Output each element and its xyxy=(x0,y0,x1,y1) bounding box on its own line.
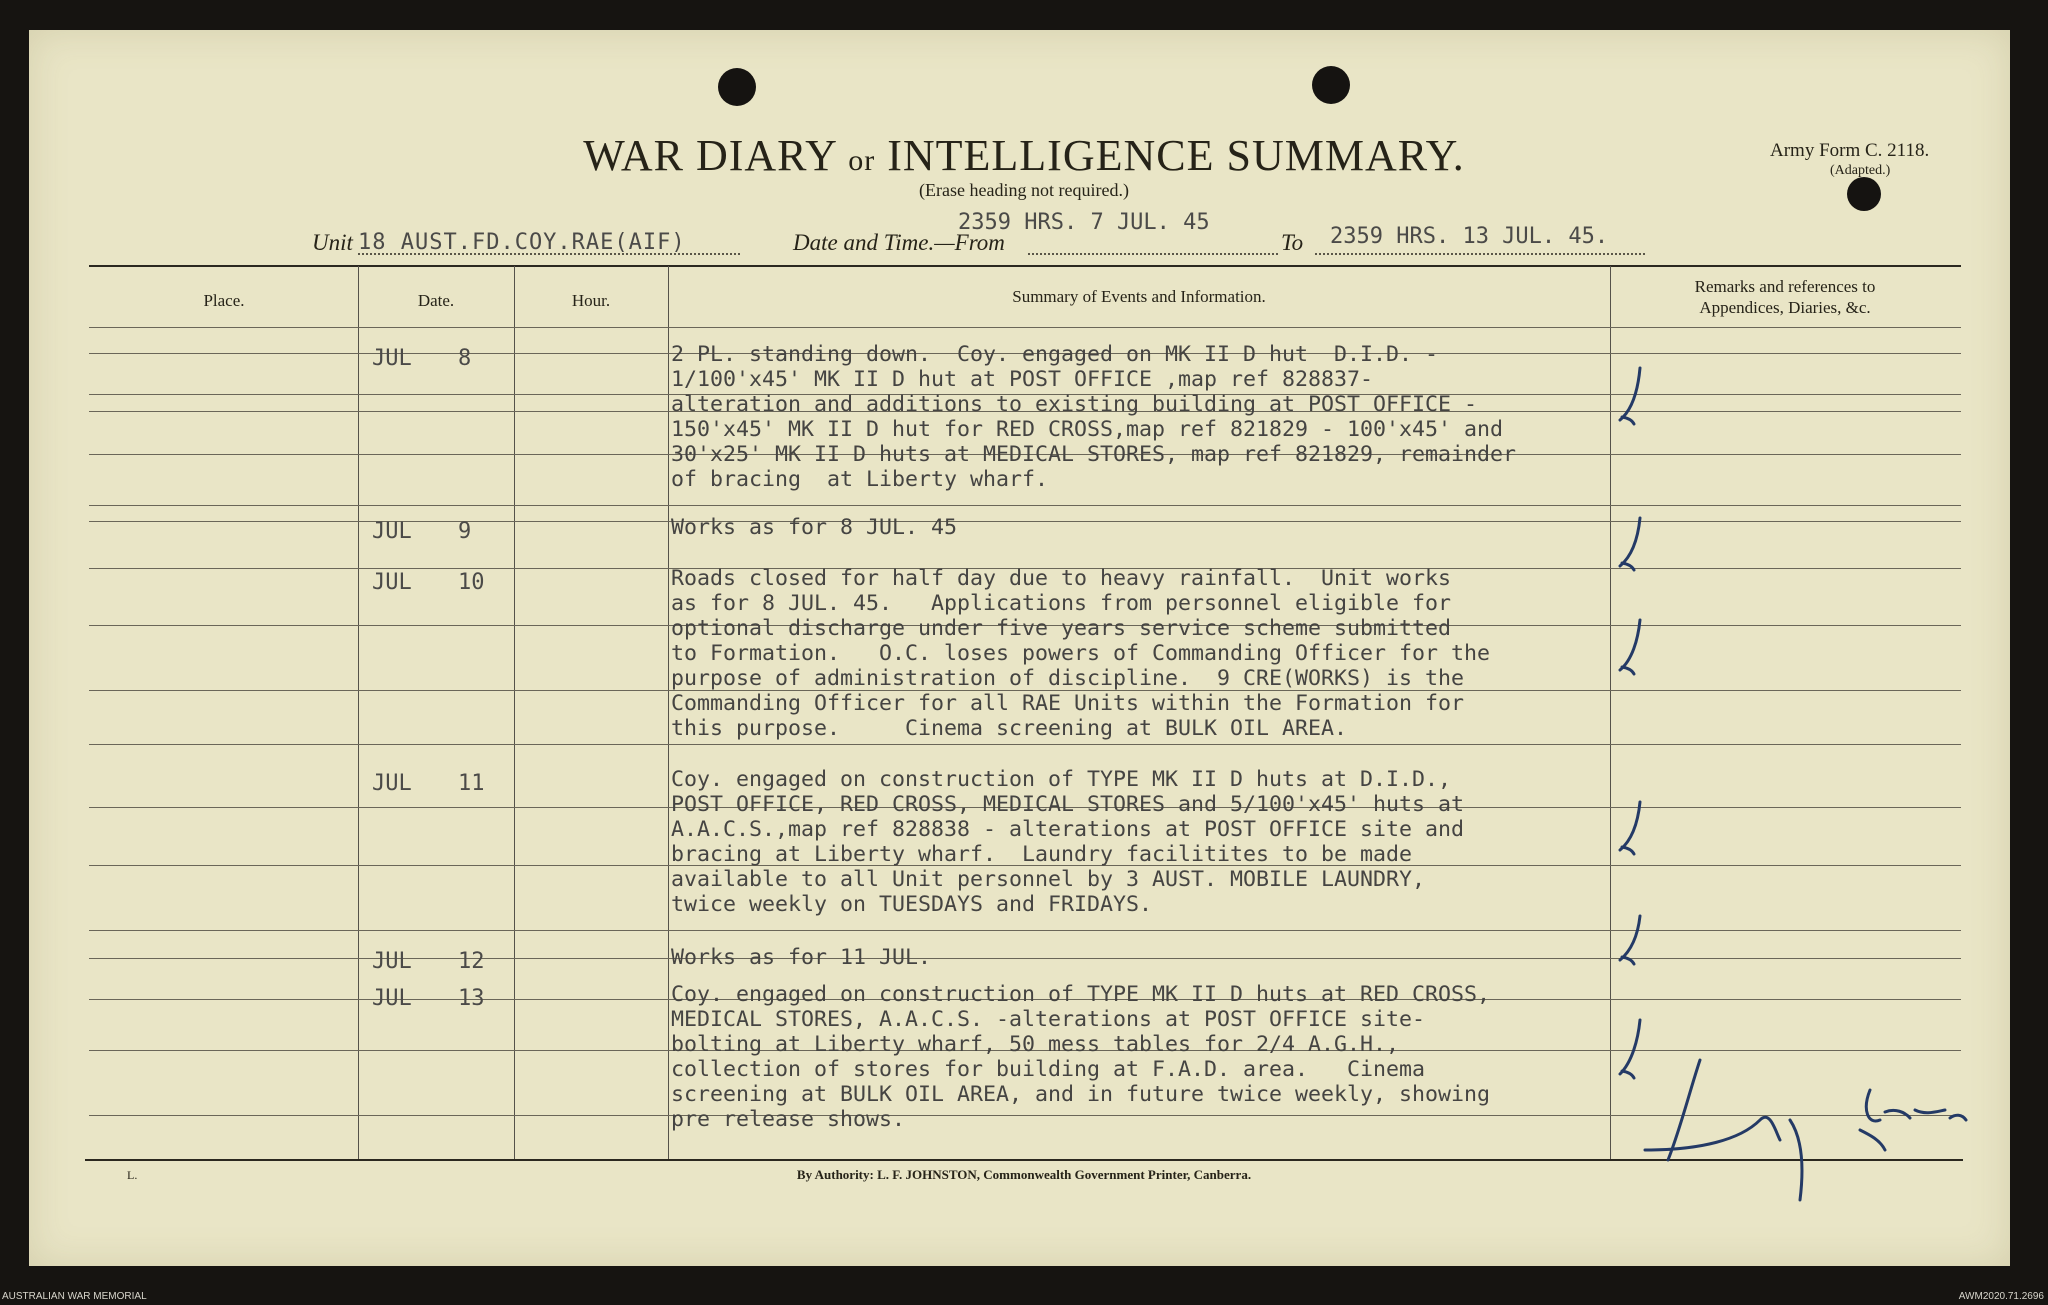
entry-line: purpose of administration of discipline. 9 CRE(WORKS) is the xyxy=(671,666,1465,691)
entry-month: JUL xyxy=(372,986,412,1011)
entry-line: A.A.C.S.,map ref 828838 - alterations at POST OFFICE site and xyxy=(671,817,1465,842)
date-time-label: Date and Time.—From xyxy=(793,230,1005,255)
header-hour: Hour. xyxy=(571,291,611,310)
entry-line: Coy. engaged on construction of TYPE MK II D huts at RED CROSS, xyxy=(671,982,1491,1007)
entry-line: collection of stores for building at F.A.D. area. Cinema xyxy=(671,1057,1426,1082)
entry-month: JUL xyxy=(372,949,412,974)
entry-line: 1/100'x45' MK II D hut at POST OFFICE ,map ref 828837- xyxy=(671,367,1374,392)
header-date: Date. xyxy=(417,291,455,310)
entry-line: as for 8 JUL. 45. Applications from personnel eligible for xyxy=(671,591,1452,616)
form-title: WAR DIARY or INTELLIGENCE SUMMARY. xyxy=(583,131,1465,180)
entry-line: Coy. engaged on construction of TYPE MK II D huts at D.I.D., xyxy=(671,767,1452,792)
entry-month: JUL xyxy=(372,346,412,371)
from-value: 2359 HRS. 7 JUL. 45 xyxy=(958,210,1210,235)
footer-mark: L. xyxy=(127,1168,138,1182)
entry-line: alteration and additions to existing building at POST OFFICE - xyxy=(671,392,1478,417)
entry-month: JUL xyxy=(372,519,412,544)
unit-label: Unit xyxy=(312,230,353,255)
entry-line: bracing at Liberty wharf. Laundry facilitites to be made xyxy=(671,842,1413,867)
entry-line: twice weekly on TUESDAYS and FRIDAYS. xyxy=(671,892,1153,917)
header-summary: Summary of Events and Information. xyxy=(1012,287,1266,306)
entry-day: 9 xyxy=(458,519,472,544)
unit-value: 18 AUST.FD.COY.RAE(AIF) xyxy=(358,230,686,255)
archive-reference: AWM2020.71.2696 xyxy=(1958,1291,2044,1302)
entry-line: available to all Unit personnel by 3 AUST. MOBILE LAUNDRY, xyxy=(671,867,1426,892)
entry-line: Works as for 8 JUL. 45 xyxy=(671,515,958,540)
header-remarks: Remarks and references to Appendices, Diaries, &c. xyxy=(1694,277,1876,317)
entry-day: 13 xyxy=(458,986,485,1011)
to-label: To xyxy=(1281,230,1304,255)
entry-line: this purpose. Cinema screening at BULK OIL AREA. xyxy=(671,716,1348,741)
entry-line: pre release shows. xyxy=(671,1107,906,1132)
entry-line: 2 PL. standing down. Coy. engaged on MK II D hut D.I.D. - xyxy=(671,342,1439,367)
entry-day: 8 xyxy=(458,346,472,371)
form-subtitle: (Erase heading not required.) xyxy=(919,180,1129,200)
footer-authority: By Authority: L. F. JOHNSTON, Commonwealth Government Printer, Canberra. xyxy=(796,1167,1252,1182)
entry-month: JUL xyxy=(372,570,412,595)
entry-line: Works as for 11 JUL. xyxy=(671,945,932,970)
entry-day: 12 xyxy=(458,949,485,974)
adapted-note: (Adapted.) xyxy=(1830,163,1891,178)
entry-day: 10 xyxy=(458,570,485,595)
entry-line: to Formation. O.C. loses powers of Commanding Officer for the xyxy=(671,641,1491,666)
archive-caption: AUSTRALIAN WAR MEMORIAL xyxy=(2,1291,147,1302)
entry-line: 150'x45' MK II D hut for RED CROSS,map ref 821829 - 100'x45' and xyxy=(671,417,1504,442)
army-form-number: Army Form C. 2118. xyxy=(1770,140,1930,161)
header-place: Place. xyxy=(203,291,245,310)
entry-line: bolting at Liberty wharf, 50 mess tables for 2/4 A.G.H., xyxy=(671,1032,1400,1057)
entry-line: screening at BULK OIL AREA, and in future twice weekly, showing xyxy=(671,1082,1491,1107)
entry-day: 11 xyxy=(458,771,485,796)
to-value: 2359 HRS. 13 JUL. 45. xyxy=(1330,224,1609,249)
entry-line: optional discharge under five years service scheme submitted xyxy=(671,616,1452,641)
entry-line: MEDICAL STORES, A.A.C.S. -alterations at POST OFFICE site- xyxy=(671,1007,1426,1032)
entry-line: Roads closed for half day due to heavy rainfall. Unit works xyxy=(671,566,1452,591)
entry-line: 30'x25' MK II D huts at MEDICAL STORES, map ref 821829, remainder xyxy=(671,442,1517,467)
entry-month: JUL xyxy=(372,771,412,796)
entry-line: of bracing at Liberty wharf. xyxy=(671,467,1049,492)
entry-line: Commanding Officer for all RAE Units within the Formation for xyxy=(671,691,1465,716)
entry-line: POST OFFICE, RED CROSS, MEDICAL STORES and 5/100'x45' huts at xyxy=(671,792,1465,817)
